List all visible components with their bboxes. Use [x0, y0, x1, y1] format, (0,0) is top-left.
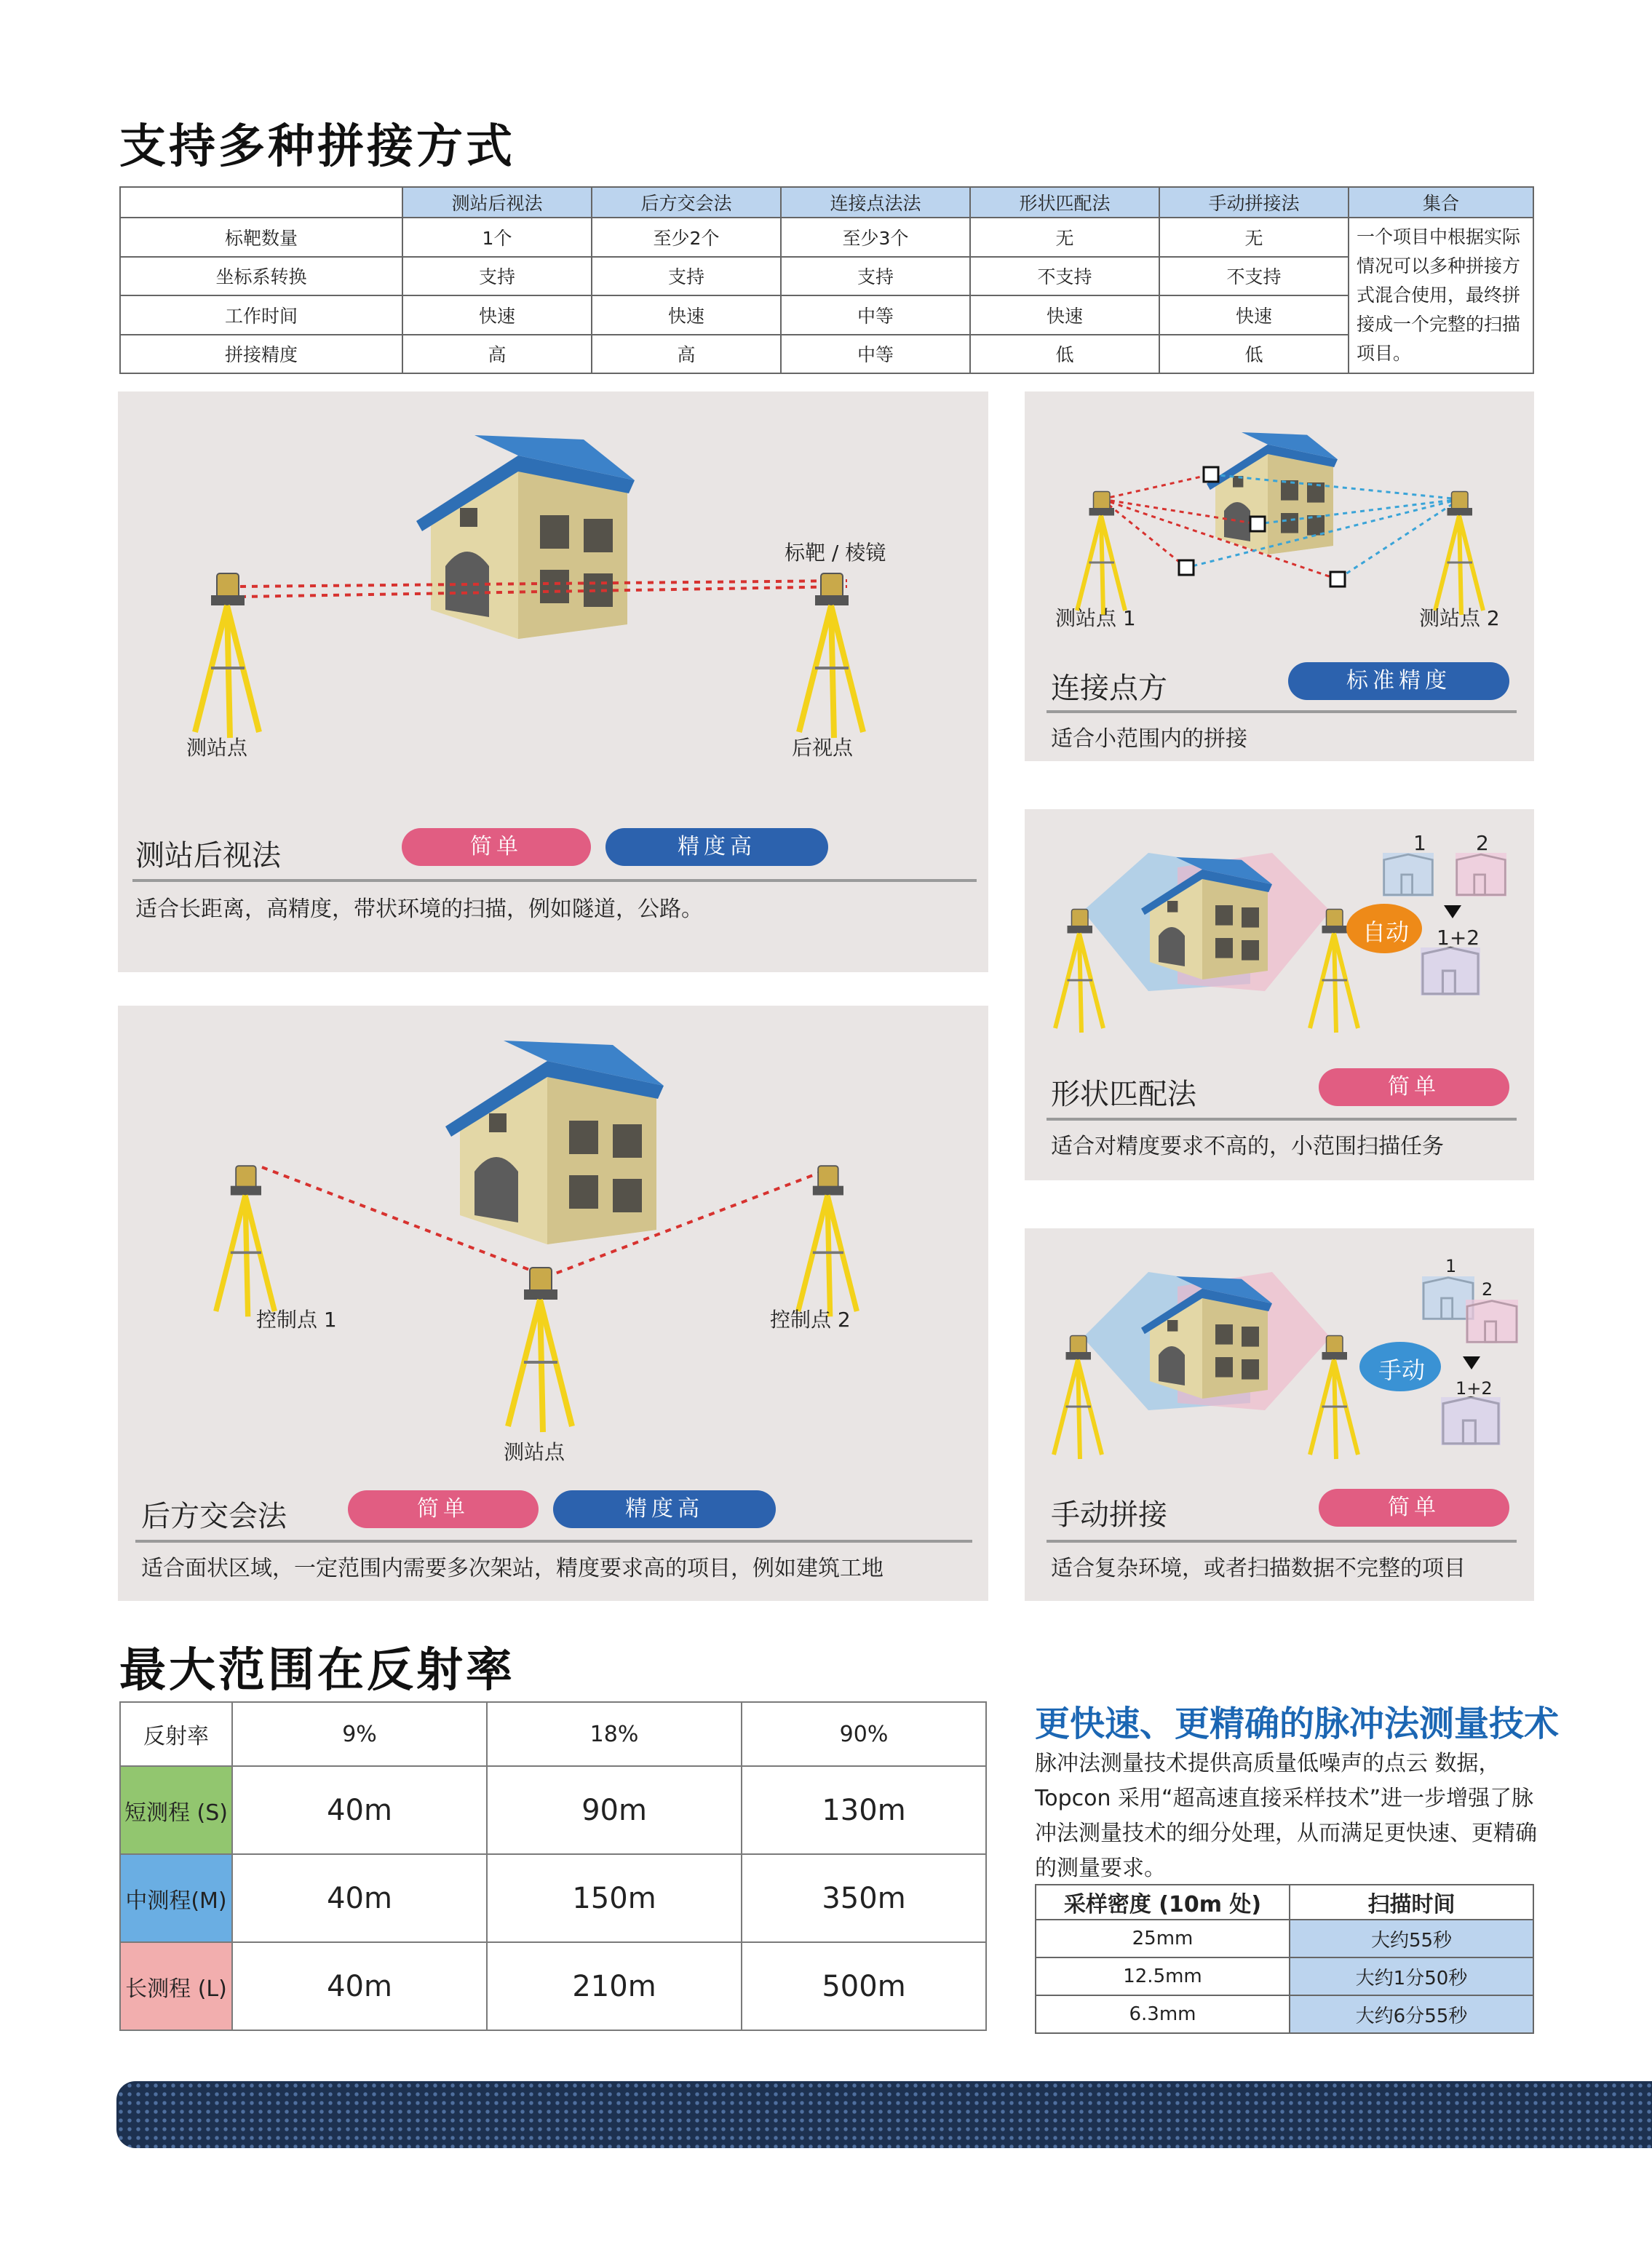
table-cell: 支持 [592, 257, 781, 296]
divider [1047, 1540, 1517, 1543]
row-label: 标靶数量 [120, 218, 402, 257]
table-cell: 大约55秒 [1290, 1920, 1533, 1957]
resection-illustration [118, 1006, 988, 1471]
table-cell: 大约6分55秒 [1290, 1995, 1533, 2033]
row-label: 工作时间 [120, 295, 402, 335]
label-scan-2: 2 [1476, 831, 1489, 855]
label-station: 测站点 [186, 736, 248, 760]
section-title-stitching: 支持多种拼接方式 [119, 120, 515, 174]
label-target: 标靶 / 棱镜 [785, 541, 886, 565]
table-cell: 1个 [402, 218, 592, 257]
table-header: 形状匹配法 [970, 187, 1159, 218]
manual-stitching-illustration [1025, 1228, 1534, 1468]
column-header: 90% [742, 1702, 986, 1766]
footer-band [116, 2081, 1652, 2148]
panel-description: 适合长距离，高精度，带状环境的扫描，例如隧道，公路。 [135, 897, 703, 922]
table-cell: 6.3mm [1036, 1995, 1290, 2033]
table-cell: 无 [1159, 218, 1349, 257]
panel-title: 测站后视法 [135, 839, 281, 872]
table-cell: 350m [742, 1854, 986, 1942]
pulse-title: 更快速、更精确的脉冲法测量技术 [1035, 1704, 1560, 1744]
label-scan-1: 1 [1445, 1256, 1457, 1276]
tag-high-precision: 精度高 [553, 1490, 776, 1528]
label-auto: 自动 [1362, 918, 1410, 946]
table-header: 测站后视法 [402, 187, 592, 218]
table-cell: 40m [232, 1854, 487, 1942]
panel-tie-points [1025, 391, 1534, 761]
table-cell: 高 [592, 335, 781, 374]
table-cell: 低 [1159, 335, 1349, 374]
table-cell: 无 [970, 218, 1159, 257]
table-cell: 低 [970, 335, 1159, 374]
table-cell: 快速 [1159, 295, 1349, 335]
panel-backsight [118, 391, 988, 972]
divider [1047, 710, 1517, 713]
section-title-range: 最大范围在反射率 [119, 1644, 515, 1698]
tag-standard-precision: 标准精度 [1288, 662, 1509, 700]
table-cell: 210m [487, 1942, 742, 2030]
table-cell: 支持 [402, 257, 592, 296]
table-cell: 至少2个 [592, 218, 781, 257]
panel-title: 连接点方 [1051, 672, 1167, 705]
stitching-methods-table [119, 186, 1534, 374]
table-cell: 快速 [402, 295, 592, 335]
table-cell: 中等 [781, 295, 970, 335]
tag-high-precision: 精度高 [605, 828, 828, 866]
tie-points-illustration [1025, 391, 1534, 639]
label-scan-1: 1 [1413, 831, 1426, 855]
divider [1047, 1118, 1517, 1121]
table-cell: 12.5mm [1036, 1957, 1290, 1995]
table-header: 连接点法法 [781, 187, 970, 218]
row-label-long: 长测程 (L) [120, 1942, 232, 2030]
header-reflectivity: 反射率 [120, 1702, 232, 1766]
tag-simple: 简单 [1319, 1489, 1509, 1527]
panel-description: 适合对精度要求不高的，小范围扫描任务 [1051, 1134, 1444, 1159]
panel-description: 适合复杂环境，或者扫描数据不完整的项目 [1051, 1556, 1466, 1581]
label-control-1: 控制点 1 [256, 1308, 337, 1332]
table-cell: 130m [742, 1766, 986, 1854]
tag-simple: 简单 [402, 828, 591, 866]
label-station-2: 测站点 2 [1419, 606, 1500, 630]
table-cell: 快速 [970, 295, 1159, 335]
row-label-short: 短测程 (S) [120, 1766, 232, 1854]
table-header: 手动拼接法 [1159, 187, 1349, 218]
sampling-table [1035, 1884, 1534, 2034]
table-cell: 高 [402, 335, 592, 374]
pulse-description: 脉冲法测量技术提供高质量低噪声的点云 数据，Topcon 采用“超高速直接采样技术”进一步增强了脉冲法测量技术的细分处理，从而满足更快速、更精确的测量要求。 [1035, 1751, 1537, 1881]
label-control-2: 控制点 2 [770, 1308, 851, 1332]
table-header: 集合 [1349, 187, 1533, 218]
panel-resection [118, 1006, 988, 1601]
panel-title: 后方交会法 [141, 1500, 287, 1533]
table-cell: 不支持 [970, 257, 1159, 296]
panel-shape-matching [1025, 809, 1534, 1180]
column-header: 扫描时间 [1290, 1885, 1533, 1920]
row-label: 拼接精度 [120, 335, 402, 374]
table-cell: 快速 [592, 295, 781, 335]
table-cell: 150m [487, 1854, 742, 1942]
label-combined: 1+2 [1437, 926, 1480, 950]
tag-simple: 简单 [1319, 1068, 1509, 1106]
table-cell: 40m [232, 1942, 487, 2030]
label-station: 测站点 [504, 1440, 565, 1464]
column-header: 采样密度 (10m 处) [1036, 1885, 1290, 1920]
table-cell: 支持 [781, 257, 970, 296]
panel-description: 适合小范围内的拼接 [1051, 726, 1247, 752]
table-cell: 500m [742, 1942, 986, 2030]
label-station-1: 测站点 1 [1055, 606, 1136, 630]
column-header: 18% [487, 1702, 742, 1766]
table-cell: 25mm [1036, 1920, 1290, 1957]
table-cell: 90m [487, 1766, 742, 1854]
table-cell: 大约1分50秒 [1290, 1957, 1533, 1995]
table-note: 一个项目中根据实际情况可以多种拼接方式混合使用，最终拼接成一个完整的扫描项目。 [1349, 218, 1533, 373]
divider [135, 1540, 972, 1543]
panel-manual-stitching [1025, 1228, 1534, 1601]
table-cell: 至少3个 [781, 218, 970, 257]
label-backsight: 后视点 [792, 736, 854, 760]
panel-title: 形状匹配法 [1051, 1078, 1196, 1111]
label-manual: 手动 [1378, 1356, 1426, 1384]
label-combined: 1+2 [1456, 1378, 1493, 1399]
divider [132, 879, 977, 882]
panel-description: 适合面状区域，一定范围内需要多次架站，精度要求高的项目，例如建筑工地 [141, 1556, 883, 1581]
table-cell: 不支持 [1159, 257, 1349, 296]
table-cell: 中等 [781, 335, 970, 374]
row-label: 坐标系转换 [120, 257, 402, 296]
label-scan-2: 2 [1482, 1279, 1493, 1300]
row-label-medium: 中测程(M) [120, 1854, 232, 1942]
table-corner [120, 187, 402, 218]
backsight-illustration [118, 391, 988, 799]
table-cell: 40m [232, 1766, 487, 1854]
tag-simple: 简单 [348, 1490, 539, 1528]
column-header: 9% [232, 1702, 487, 1766]
panel-title: 手动拼接 [1051, 1498, 1167, 1532]
range-table [119, 1701, 987, 2031]
table-header: 后方交会法 [592, 187, 781, 218]
